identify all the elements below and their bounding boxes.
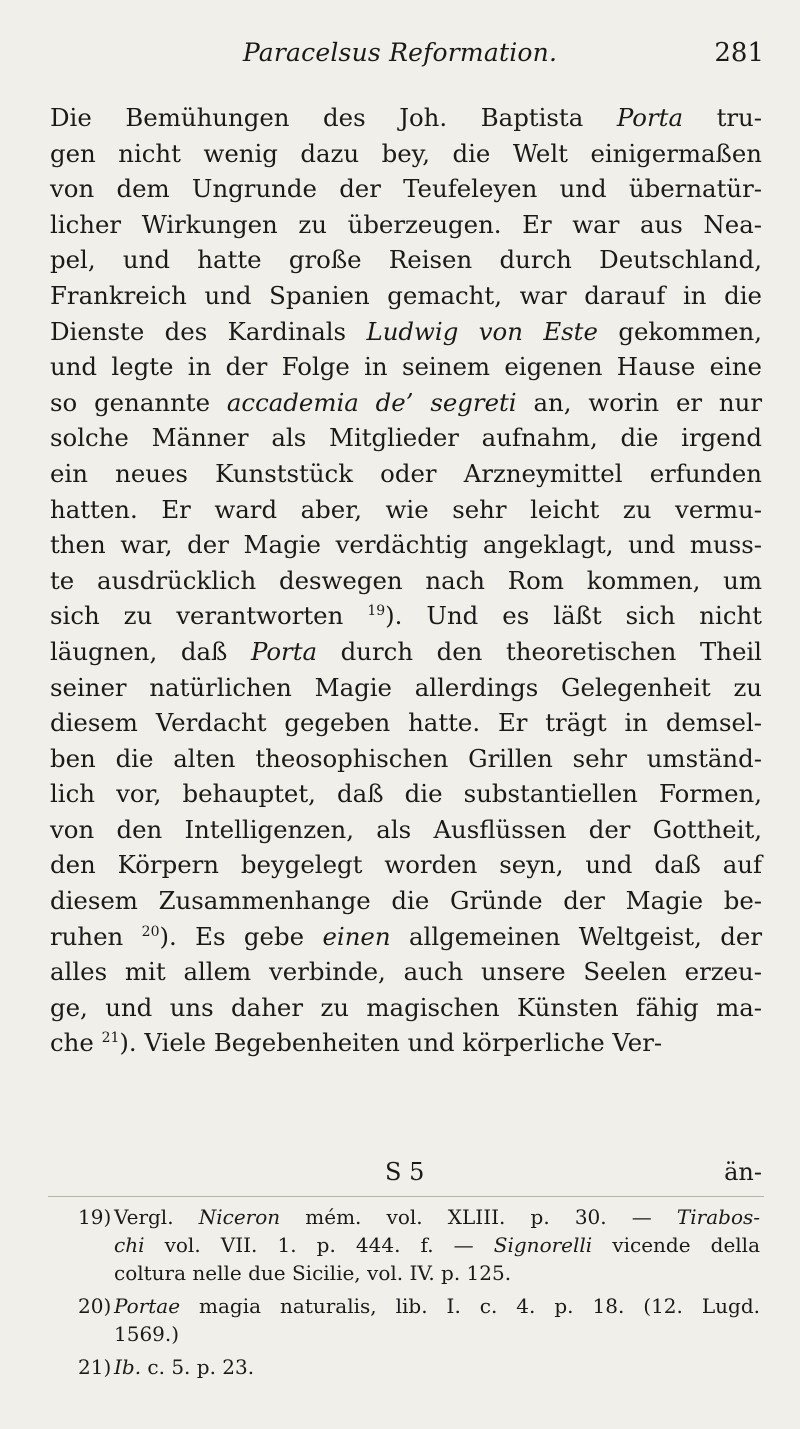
- text-run: ). Es gebe: [159, 921, 323, 951]
- text-run: vol. VII. 1. p. 444. f. —: [144, 1233, 494, 1257]
- text-line: [50, 1025, 762, 1061]
- text-line: [50, 705, 762, 741]
- text-line: [50, 919, 762, 955]
- text-run: then war, der Magie verdächtig angeklagt, und muss-: [50, 530, 762, 560]
- text-line: [50, 385, 762, 421]
- footnote-line: [78, 1292, 760, 1320]
- footnote-body: [78, 1353, 760, 1381]
- text-run: magia naturalis, lib. I. c. 4. p. 18. (12. Lugd.: [180, 1294, 760, 1318]
- italic-run: Porta: [250, 636, 318, 666]
- footnote-rule: [48, 1196, 764, 1197]
- text-run: vicende della: [592, 1233, 761, 1257]
- footnote-body: [78, 1292, 760, 1348]
- text-run: so genannte: [50, 387, 227, 417]
- text-run: ). Und es läßt sich nicht: [385, 601, 762, 631]
- text-run: seiner natürlichen Magie allerdings Gelegenheit zu: [50, 672, 762, 702]
- text-run: ruhen: [50, 921, 142, 951]
- italic-run: Portae: [114, 1294, 181, 1318]
- text-line: [50, 314, 762, 350]
- footnote-line: [114, 1231, 760, 1259]
- text-line: [50, 634, 762, 670]
- footnote-line: [114, 1259, 760, 1287]
- text-line: [50, 741, 762, 777]
- text-line: [50, 278, 762, 314]
- text-run: ein neues Kunststück oder Arzneymittel erfunden: [50, 458, 762, 488]
- text-run: pel, und hatte große Reisen durch Deutschland,: [50, 245, 762, 275]
- text-run: Die Bemühungen des Joh. Baptista: [50, 103, 617, 132]
- text-run: c. 5. p. 23.: [141, 1355, 255, 1379]
- page-number: 281: [714, 38, 764, 68]
- signature-row: [50, 1158, 762, 1192]
- text-line: [50, 207, 762, 243]
- text-run: alles mit allem verbinde, auch unsere Seelen erzeu-: [50, 957, 762, 987]
- text-line: [50, 670, 762, 706]
- italic-run: Tirabos-: [676, 1205, 761, 1229]
- text-run: che: [50, 1028, 102, 1058]
- text-run: solche Männer als Mitglieder aufnahm, die irgend: [50, 423, 762, 453]
- page-header: [0, 38, 800, 88]
- text-run: Frankreich und Spanien gemacht, war darauf in die: [50, 280, 762, 310]
- italic-run: Niceron: [198, 1205, 281, 1229]
- footnote-reference: 21: [101, 1030, 120, 1047]
- italic-run: Ib.: [114, 1355, 142, 1379]
- signature-mark: S 5: [385, 1158, 425, 1186]
- italic-run: Signorelli: [493, 1233, 593, 1257]
- text-line: [50, 349, 762, 385]
- footnote-reference: 20: [141, 923, 160, 940]
- text-run: läugnen, daß: [50, 636, 251, 666]
- italic-run: Ludwig von Este: [366, 316, 598, 346]
- text-run: coltura nelle due Sicilie, vol. IV. p. 125.: [114, 1261, 512, 1285]
- text-line: [50, 100, 762, 136]
- text-run: ge, und uns daher zu magischen Künsten fähig ma-: [50, 992, 762, 1022]
- text-line: [50, 563, 762, 599]
- text-run: mém. vol. XLIII. p. 30. —: [280, 1205, 677, 1229]
- text-run: den Körpern beygelegt worden seyn, und daß auf: [50, 850, 762, 880]
- footnote-line: [114, 1320, 760, 1348]
- catchword: än-: [724, 1158, 762, 1186]
- footnote-number: 20): [78, 1294, 112, 1318]
- text-line: [50, 598, 762, 634]
- italic-run: accademia de’ segreti: [226, 387, 517, 417]
- text-line: [50, 847, 762, 883]
- text-line: [50, 171, 762, 207]
- footnote-body: [78, 1203, 760, 1287]
- text-run: 1569.): [114, 1322, 180, 1346]
- footnote-reference: 19: [367, 603, 386, 620]
- text-run: durch den theoretischen Theil: [317, 636, 762, 666]
- text-line: [50, 492, 762, 528]
- footnote: [78, 1353, 760, 1381]
- text-line: [50, 420, 762, 456]
- text-run: te ausdrücklich deswegen nach Rom kommen, um: [50, 565, 762, 595]
- footnote-line: [78, 1203, 761, 1231]
- text-line: [50, 527, 762, 563]
- text-run: von den Intelligenzen, als Ausflüssen der Gottheit,: [50, 814, 762, 844]
- footnote-number: 21): [78, 1355, 112, 1379]
- text-run: lich vor, behauptet, daß die substantiellen Formen,: [50, 779, 762, 809]
- body-text: [50, 100, 762, 1061]
- text-run: gekommen,: [597, 316, 763, 346]
- text-run: von dem Ungrunde der Teufeleyen und übernatür-: [50, 174, 762, 204]
- text-run: gen nicht wenig dazu bey, die Welt einigermaßen: [50, 138, 762, 168]
- footnote-number: 19): [78, 1205, 112, 1229]
- text-line: [50, 456, 762, 492]
- italic-run: Porta: [616, 103, 683, 132]
- text-line: [50, 776, 762, 812]
- footnotes: [78, 1203, 760, 1386]
- footnote: [78, 1292, 760, 1348]
- italic-run: einen: [322, 921, 391, 951]
- text-run: ). Viele Begebenheiten und körperliche Ver-: [119, 1028, 663, 1058]
- text-run: allgemeinen Weltgeist, der: [390, 921, 762, 951]
- footnote: [78, 1203, 760, 1287]
- text-line: [50, 812, 762, 848]
- text-run: diesem Zusammenhange die Gründe der Magie be-: [50, 886, 762, 916]
- text-run: licher Wirkungen zu überzeugen. Er war aus Nea-: [50, 209, 762, 239]
- text-line: [50, 990, 762, 1026]
- footnote-line: [78, 1353, 760, 1381]
- text-run: an, worin er nur: [516, 387, 762, 417]
- text-line: [50, 242, 762, 278]
- text-run: ben die alten theosophischen Grillen sehr umständ-: [50, 743, 762, 773]
- text-line: [50, 883, 762, 919]
- text-run: sich zu verantworten: [50, 601, 368, 631]
- text-run: diesem Verdacht gegeben hatte. Er trägt in demsel-: [50, 708, 762, 738]
- italic-run: chi: [114, 1233, 145, 1257]
- text-run: tru-: [682, 103, 762, 132]
- text-run: Vergl.: [114, 1205, 199, 1229]
- text-run: Dienste des Kardinals: [50, 316, 367, 346]
- running-head: Paracelsus Reformation.: [242, 38, 558, 67]
- text-run: hatten. Er ward aber, wie sehr leicht zu vermu-: [50, 494, 762, 524]
- text-run: und legte in der Folge in seinem eigenen Hause eine: [50, 352, 762, 382]
- text-line: [50, 954, 762, 990]
- text-line: [50, 136, 762, 172]
